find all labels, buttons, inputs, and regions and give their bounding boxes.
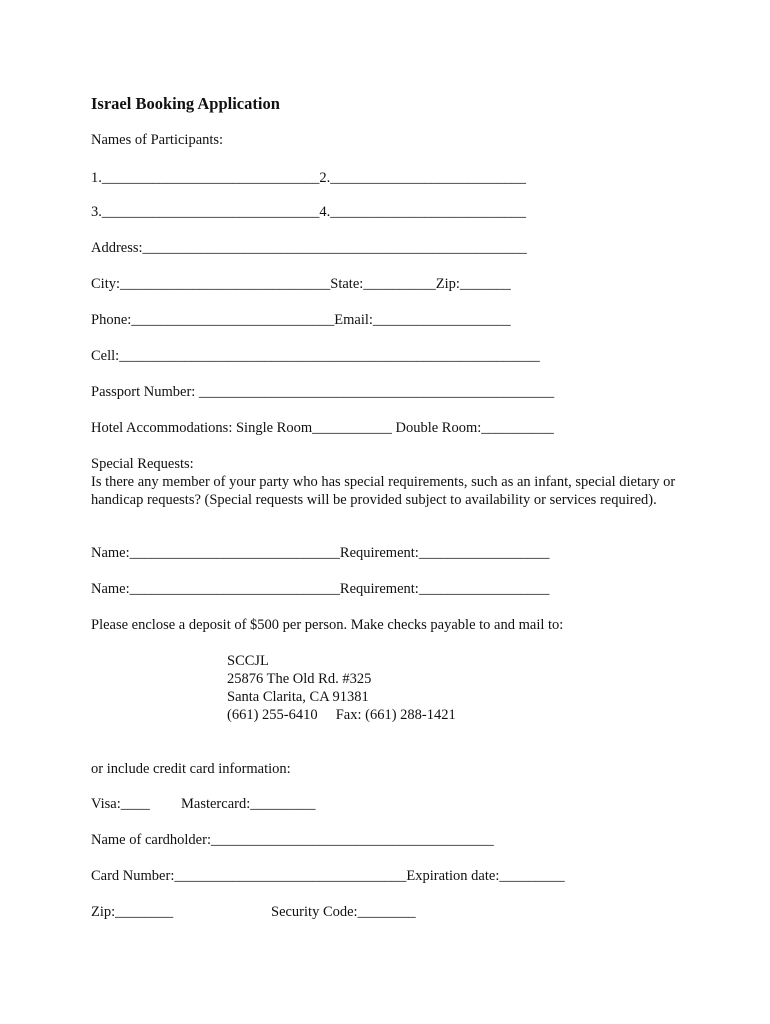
name-requirement-row-1[interactable]: Name:_____________________________Requirement:__________________ (91, 545, 550, 561)
special-requests-heading: Special Requests: (91, 456, 194, 472)
participant-fields-1-2[interactable]: 1.______________________________2.___________________________ (91, 170, 526, 186)
cell-field[interactable]: Cell:__________________________________________________________ (91, 348, 540, 364)
mailing-phone-fax: (661) 255-6410 Fax: (661) 288-1421 (227, 707, 456, 723)
special-requests-text: Is there any member of your party who has special requirements, such as an infant, special dietary or handicap requests? (Special requests will be provided subject to availability or services required). (91, 474, 676, 508)
credit-card-intro: or include credit card information: (91, 761, 291, 777)
mailing-street: 25876 The Old Rd. #325 (227, 671, 372, 687)
address-field[interactable]: Address:_____________________________________________________ (91, 240, 527, 256)
security-code-field[interactable]: Security Code:________ (271, 904, 416, 920)
deposit-instructions: Please enclose a deposit of $500 per person. Make checks payable to and mail to: (91, 617, 564, 633)
mastercard-field[interactable]: Mastercard:_________ (181, 796, 316, 812)
cardholder-name-field[interactable]: Name of cardholder:_______________________________________ (91, 832, 494, 848)
name-requirement-row-2[interactable]: Name:_____________________________Requirement:__________________ (91, 581, 550, 597)
participant-fields-3-4[interactable]: 3.______________________________4.___________________________ (91, 204, 526, 220)
zip-field[interactable]: Zip:________ (91, 904, 174, 920)
mailing-org: SCCJL (227, 653, 269, 669)
mailing-city: Santa Clarita, CA 91381 (227, 689, 369, 705)
participants-label: Names of Participants: (91, 132, 224, 148)
passport-number-field[interactable]: Passport Number: _________________________________________________ (91, 384, 555, 400)
page-title: Israel Booking Application (91, 94, 280, 113)
card-number-expiration-fields[interactable]: Card Number:________________________________Expiration date:_________ (91, 868, 565, 884)
hotel-accommodations-fields[interactable]: Hotel Accommodations: Single Room___________ Double Room:__________ (91, 420, 554, 436)
visa-field[interactable]: Visa:____ (91, 796, 150, 812)
city-state-zip-fields[interactable]: City:_____________________________State:__________Zip:_______ (91, 276, 511, 292)
phone-email-fields[interactable]: Phone:____________________________Email:___________________ (91, 312, 511, 328)
